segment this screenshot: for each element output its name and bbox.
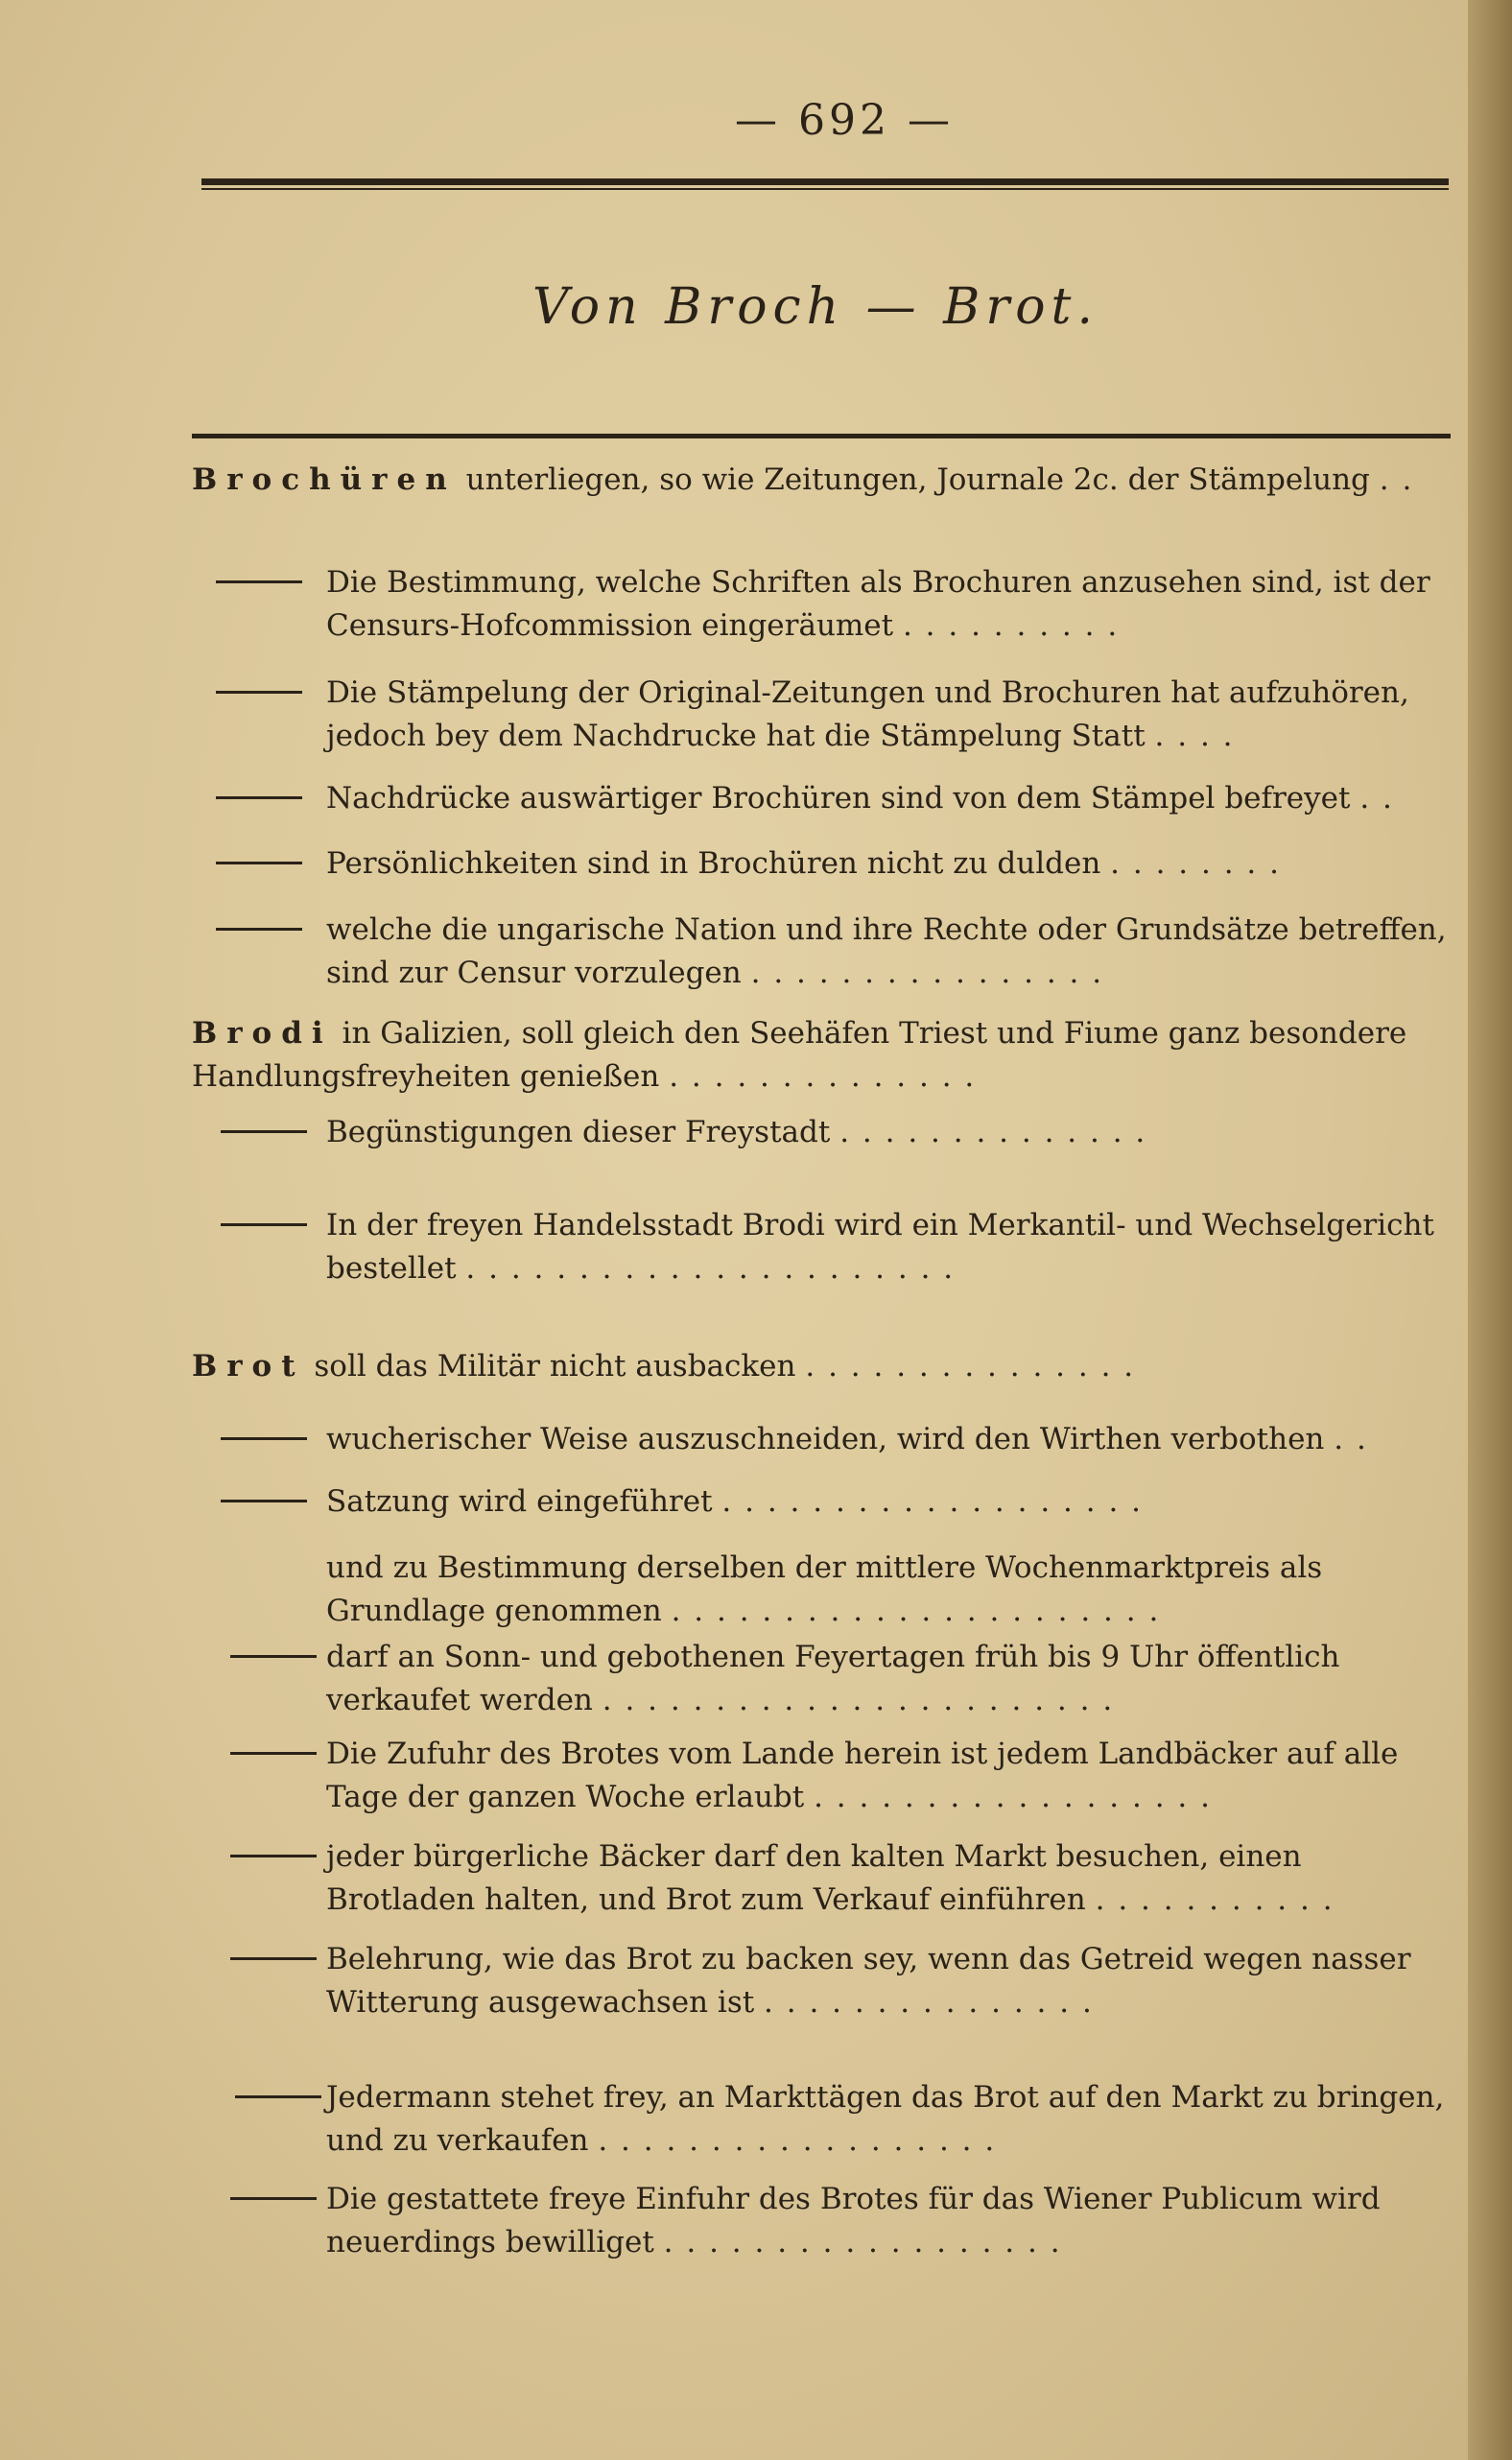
- entry-text: Satzung wird eingeführet: [326, 1484, 713, 1519]
- entry-text: welche die ungarische Nation und ihre Rechte oder Grundsätze betreffen, sind zur Censur vorzulegen: [326, 912, 1447, 990]
- entry-leader: . . . . . . . . . . . . . .: [839, 1115, 1147, 1149]
- title-rule: [192, 434, 1451, 438]
- entry-leader: . . . . . . . . . . . . . . .: [764, 1985, 1094, 2020]
- entry-leader: . . . . . . . . . . . . . . . . . . . . . . .: [602, 1683, 1115, 1717]
- entry-text: in Galizien, soll gleich den Seehäfen Triest und Fiume ganz besondere Handlungsfreyheiten genießen: [192, 1016, 1407, 1094]
- index-entry: [192, 1547, 1453, 1633]
- index-entry: [192, 2178, 1453, 2264]
- index-entry: [192, 2076, 1453, 2163]
- entry-leader: . . . . . . . . . . . . . . . . . .: [814, 1780, 1212, 1814]
- repeat-dash: [230, 1855, 317, 1857]
- repeat-dash: [221, 1130, 307, 1133]
- index-entry: [192, 1733, 1453, 1819]
- index-entry: [192, 1938, 1453, 2024]
- entry-leader: . . . . . . . . . . . . . . . .: [750, 956, 1104, 990]
- entry-leader: . . . . . . . . . .: [902, 608, 1120, 643]
- index-entry: [192, 672, 1453, 758]
- entry-leader: . . . . . . . . . . . . . .: [669, 1059, 977, 1094]
- index-entry: [192, 1111, 1453, 1154]
- repeat-dash: [221, 1437, 307, 1440]
- index-entry: [192, 1480, 1453, 1524]
- index-entry: [192, 459, 1453, 502]
- entry-text: Belehrung, wie das Brot zu backen sey, wenn das Getreid wegen nasser Witterung ausgewachsen ist: [326, 1942, 1411, 2020]
- repeat-dash: [216, 862, 302, 864]
- entry-leader: . . . . . . . . . . . . . . . . . . . . . .: [671, 1594, 1161, 1628]
- index-entry: [192, 1204, 1453, 1290]
- entry-text: darf an Sonn- und gebothenen Feyertagen früh bis 9 Uhr öffentlich verkaufet werden: [326, 1640, 1340, 1717]
- repeat-dash: [235, 2095, 321, 2098]
- index-entry: [192, 1418, 1453, 1461]
- entry-leader: . . . .: [1154, 719, 1235, 753]
- index-entry: [192, 777, 1453, 820]
- repeat-dash: [230, 1957, 317, 1960]
- entry-leader: . .: [1334, 1422, 1368, 1456]
- index-entry: [192, 1835, 1453, 1922]
- index-entry: [192, 1012, 1453, 1099]
- page-number: — 692 —: [735, 96, 954, 145]
- entry-text: wucherischer Weise auszuschneiden, wird den Wirthen verbothen: [326, 1422, 1325, 1456]
- entry-leader: . .: [1359, 781, 1394, 816]
- entry-keyword: Brochüren: [192, 462, 457, 497]
- header-rule: [201, 178, 1449, 190]
- entry-leader: . . . . . . . . . . . . . . . . . .: [663, 2225, 1062, 2259]
- repeat-dash: [216, 928, 302, 931]
- index-entry: [192, 842, 1453, 886]
- entry-text: Die Zufuhr des Brotes vom Lande herein ist jedem Landbäcker auf alle Tage der ganzen Woche erlaubt: [326, 1737, 1399, 1814]
- entry-keyword: Brodi: [192, 1016, 333, 1051]
- repeat-dash: [216, 796, 302, 799]
- index-entry: [192, 1636, 1453, 1722]
- entry-leader: . .: [1379, 462, 1414, 497]
- entry-text: Die Stämpelung der Original-Zeitungen und Brochuren hat aufzuhören, jedoch bey dem Nachdrucke hat die Stämpelung Statt: [326, 675, 1409, 753]
- entry-text: In der freyen Handelsstadt Brodi wird ein Merkantil- und Wechselgericht bestellet: [326, 1208, 1434, 1286]
- entry-leader: . . . . . . . . . . . . . . .: [805, 1349, 1136, 1384]
- repeat-dash: [230, 1752, 317, 1755]
- entry-text: Begünstigungen dieser Freystadt: [326, 1115, 831, 1149]
- repeat-dash: [216, 691, 302, 694]
- page-edge: [1468, 0, 1512, 2460]
- entry-text: Jedermann stehet frey, an Markttägen das Brot auf den Markt zu bringen, und zu verkaufen: [326, 2080, 1445, 2158]
- index-entry: [192, 1345, 1453, 1388]
- entry-text: unterliegen, so wie Zeitungen, Journale 2c. der Stämpelung: [465, 462, 1370, 497]
- index-entry: [192, 561, 1453, 648]
- repeat-dash: [216, 580, 302, 583]
- entry-text: soll das Militär nicht ausbacken: [314, 1349, 796, 1384]
- repeat-dash: [221, 1500, 307, 1502]
- entry-text: Die gestattete freye Einfuhr des Brotes für das Wiener Publicum wird neuerdings bewilliget: [326, 2182, 1381, 2259]
- entry-leader: . . . . . . . . . . . . . . . . . .: [598, 2123, 997, 2158]
- repeat-dash: [230, 1655, 317, 1658]
- entry-text: Nachdrücke auswärtiger Brochüren sind von dem Stämpel befreyet: [326, 781, 1351, 816]
- section-title: Von Broch — Brot.: [532, 278, 1099, 336]
- entry-text: Die Bestimmung, welche Schriften als Brochuren anzusehen sind, ist der Censurs-Hofcommission eingeräumet: [326, 565, 1430, 643]
- entry-text: jeder bürgerliche Bäcker darf den kalten Markt besuchen, einen Brotladen halten, und Brot zum Verkauf einführen: [326, 1839, 1302, 1917]
- repeat-dash: [230, 2197, 317, 2200]
- entry-leader: . . . . . . . .: [1110, 846, 1281, 881]
- index-entry: [192, 909, 1453, 995]
- entry-leader: . . . . . . . . . . . . . . . . . . .: [721, 1484, 1144, 1519]
- repeat-dash: [221, 1223, 307, 1226]
- entry-text: und zu Bestimmung derselben der mittlere Wochenmarktpreis als Grundlage genommen: [326, 1550, 1323, 1628]
- entry-keyword: Brot: [192, 1349, 305, 1384]
- entry-text: Persönlichkeiten sind in Brochüren nicht zu dulden: [326, 846, 1101, 881]
- entry-leader: . . . . . . . . . . . . . . . . . . . . . .: [465, 1251, 956, 1286]
- entry-leader: . . . . . . . . . . .: [1095, 1882, 1335, 1917]
